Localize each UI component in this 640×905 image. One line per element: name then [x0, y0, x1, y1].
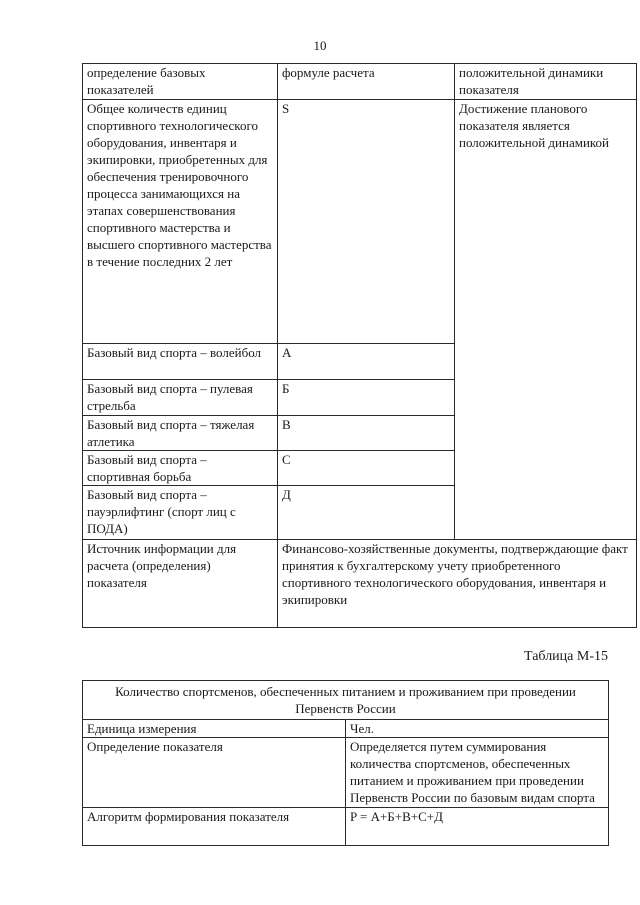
algorithm-label: Алгоритм формирования показателя — [83, 808, 346, 846]
algorithm-value: P = А+Б+В+С+Д — [346, 808, 609, 846]
sport-powerlifting-symbol: Д — [278, 486, 455, 540]
table-row — [83, 64, 637, 100]
header-cell-dynamics: положительной динамики показателя — [455, 64, 637, 100]
table-row — [83, 720, 609, 738]
table-row — [83, 738, 609, 808]
definition-label: Определение показателя — [83, 738, 346, 808]
indicator-table — [82, 63, 637, 628]
sport-shooting-symbol: Б — [278, 380, 455, 416]
athletes-table-title: Количество спортсменов, обеспеченных питанием и проживанием при проведении Первенств России — [83, 681, 609, 720]
sport-volleyball-symbol: А — [278, 344, 455, 380]
table-caption: Таблица М-15 — [524, 649, 608, 664]
header-cell-formula: формуле расчета — [278, 64, 455, 100]
sport-wrestling-symbol: С — [278, 451, 455, 486]
unit-value: Чел. — [346, 720, 609, 738]
sport-shooting-label: Базовый вид спорта – пулевая стрельба — [83, 380, 278, 416]
sport-powerlifting-label: Базовый вид спорта – пауэрлифтинг (спорт лиц с ПОДА) — [83, 486, 278, 540]
unit-label: Единица измерения — [83, 720, 346, 738]
total-equipment-symbol: S — [278, 100, 455, 344]
table-row — [83, 540, 637, 628]
table-row — [83, 100, 637, 344]
sport-weightlifting-label: Базовый вид спорта – тяжелая атлетика — [83, 416, 278, 451]
sport-wrestling-label: Базовый вид спорта – спортивная борьба — [83, 451, 278, 486]
sport-volleyball-label: Базовый вид спорта – волейбол — [83, 344, 278, 380]
athletes-table — [82, 680, 609, 846]
info-source-value: Финансово-хозяйственные документы, подтверждающие факт принятия к бухгалтерскому учету приобретенного спортивного технологического оборудования, инвентаря и экипировки — [278, 540, 637, 628]
header-cell-definition: определение базовых показателей — [83, 64, 278, 100]
info-source-label: Источник информации для расчета (определения) показателя — [83, 540, 278, 628]
sport-weightlifting-symbol: В — [278, 416, 455, 451]
table-row — [83, 808, 609, 846]
table-row — [83, 681, 609, 720]
dynamics-description: Достижение планового показателя является положительной динамикой — [455, 100, 637, 540]
page-number: 10 — [313, 38, 327, 53]
definition-value: Определяется путем суммирования количества спортсменов, обеспеченных питанием и проживанием при проведении Первенств России по базовым видам спорта — [346, 738, 609, 808]
total-equipment-label: Общее количеств единиц спортивного технологического оборудования, инвентаря и экипировки, приобретенных для обеспечения тренировочного процесса занимающихся на этапах совершенствования спортивного мастерства и высшего спортивного мастерства в течение последних 2 лет — [83, 100, 278, 344]
